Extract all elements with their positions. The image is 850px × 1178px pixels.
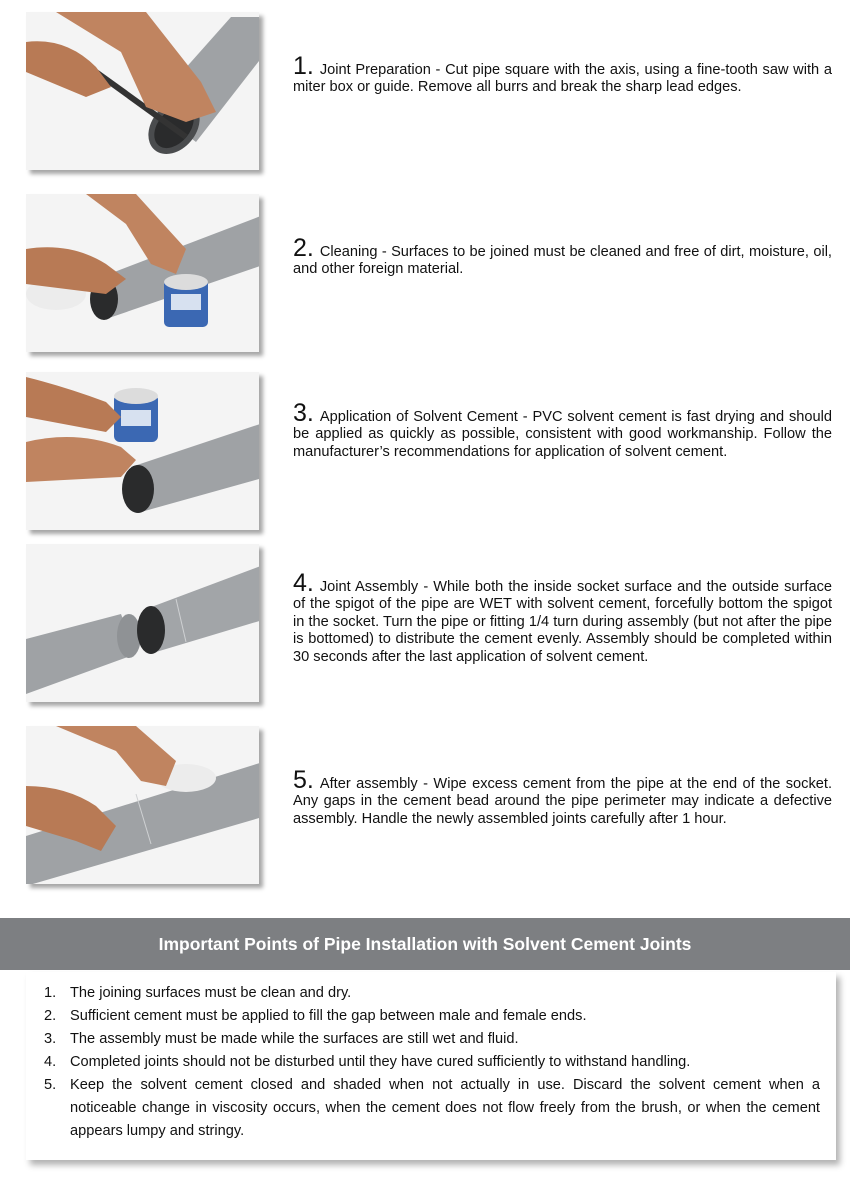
step-5-text: 5. After assembly - Wipe excess cement from the pipe at the end of the socket. Any gaps in the cement bead around the pipe perimeter may indicate a defective assembly. Handle the newly assembled joints carefully after 1 hour.	[293, 766, 832, 827]
list-item-text: Completed joints should not be disturbed until they have cured sufficiently to withstand handling.	[70, 1054, 691, 1070]
list-item-number: 4.	[44, 1054, 57, 1070]
joint-assembly-photo	[26, 544, 259, 702]
list-item	[26, 1074, 820, 1143]
step-1-description: Cut pipe square with the axis, using a fine-tooth saw with a miter box or guide. Remove all burrs and break the sharp lead edges.	[293, 62, 832, 96]
points-list	[26, 972, 836, 1143]
pipe-cleaning-photo	[26, 194, 259, 352]
list-item	[26, 1051, 820, 1074]
step-3-text: 3. Application of Solvent Cement - PVC solvent cement is fast drying and should be applied as quickly as possible, consistent with good workmanship. Follow the manufacturer’s recommendations for application of solvent cement.	[293, 399, 832, 460]
step-2-title: Cleaning	[319, 244, 378, 260]
list-item	[26, 1005, 820, 1028]
points-list-box	[26, 972, 836, 1160]
step-5-title: After assembly	[319, 776, 418, 792]
step-5-description: Wipe excess cement from the pipe at the end of the socket. Any gaps in the cement bead around the pipe perimeter may indicate a defective assembly. Handle the newly assembled joints carefully after 1 hour.	[293, 776, 832, 827]
list-item	[26, 1028, 820, 1051]
list-item	[26, 982, 820, 1005]
step-3-number: 3.	[293, 399, 314, 427]
points-section-title: Important Points of Pipe Installation with Solvent Cement Joints	[0, 918, 850, 970]
step-5-number: 5.	[293, 766, 314, 794]
list-item-number: 1.	[44, 985, 57, 1001]
step-2-description: Surfaces to be joined must be cleaned and free of dirt, moisture, oil, and other foreign material.	[293, 244, 832, 278]
step-3-title: Application of Solvent Cement	[319, 409, 518, 425]
step-2-text: 2. Cleaning - Surfaces to be joined must be cleaned and free of dirt, moisture, oil, and other foreign material.	[293, 234, 832, 278]
wiping-cement-photo	[26, 726, 259, 884]
list-item-text: Sufficient cement must be applied to fill the gap between male and female ends.	[70, 1008, 587, 1024]
cement-application-photo	[26, 372, 259, 530]
step-4-title: Joint Assembly	[319, 579, 419, 595]
step-2-number: 2.	[293, 234, 314, 262]
list-item-number: 2.	[44, 1008, 57, 1024]
step-4-text: 4. Joint Assembly - While both the inside socket surface and the outside surface of the spigot of the pipe are WET with solvent cement, forcefully bottom the spigot in the socket. Turn the pipe or fitting 1/4 turn during assembly (but not after the pipe is bottomed) to distribute the cement evenly. Assembly should be completed within 30 seconds after the last application of solvent cement.	[293, 569, 832, 665]
step-3-description: PVC solvent cement is fast drying and should be applied as quickly as possible, consistent with good workmanship. Follow the manufacturer’s recommendations for application of solvent cement.	[293, 409, 832, 460]
step-1-title: Joint Preparation	[319, 62, 431, 78]
list-item-number: 3.	[44, 1031, 57, 1047]
list-item-text: The joining surfaces must be clean and dry.	[70, 985, 352, 1001]
list-item-text: Keep the solvent cement closed and shaded when not actually in use. Discard the solvent cement when a noticeable change in viscosity occurs, when the cement does not flow freely from the brush, or when the cement appears lumpy and stringy.	[70, 1077, 820, 1139]
list-item-text: The assembly must be made while the surfaces are still wet and fluid.	[70, 1031, 519, 1047]
step-4-description: While both the inside socket surface and the outside surface of the spigot of the pipe are WET with solvent cement, forcefully bottom the spigot in the socket. Turn the pipe or fitting 1/4 turn during assembly (but not after the pipe is bottomed) to distribute the cement evenly. Assembly should be completed within 30 seconds after the last application of solvent cement.	[293, 579, 832, 665]
step-4-number: 4.	[293, 569, 314, 597]
list-item-number: 5.	[44, 1077, 57, 1093]
step-1-number: 1.	[293, 52, 314, 80]
pipe-cutting-photo	[26, 12, 259, 170]
step-1-text: 1. Joint Preparation - Cut pipe square with the axis, using a fine-tooth saw with a miter box or guide. Remove all burrs and break the sharp lead edges.	[293, 52, 832, 96]
